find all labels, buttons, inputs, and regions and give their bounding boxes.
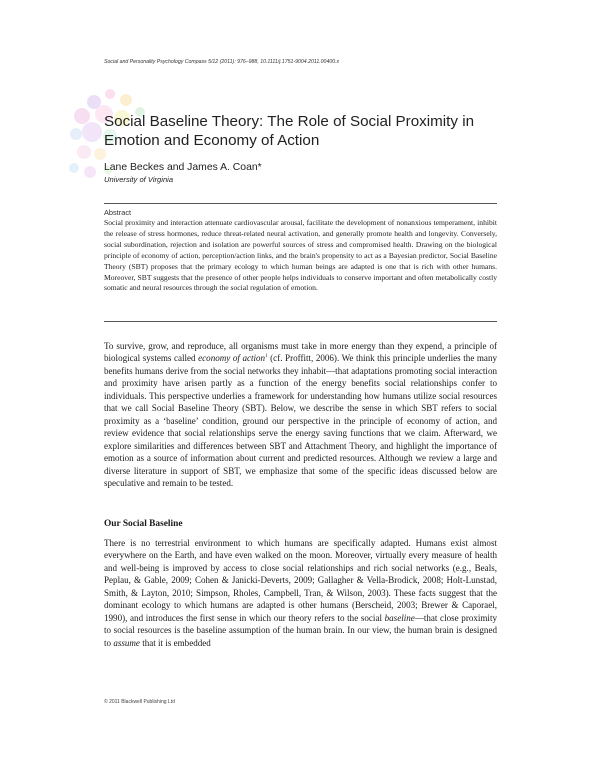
section-heading: Our Social Baseline <box>104 519 183 529</box>
abstract-heading: Abstract <box>104 208 132 217</box>
abstract-text: Social proximity and interaction attenuate cardiovascular arousal, facilitate the development of nonanxious temperament, inhibit the release of stress hormones, reduce threat-related neural activation, and generally promote health and longevity. Conversely, social subordination, rejection and isolation are powerful sources of stress and compromised health. Drawing on the biological principle of economy of action, perception/action links, and the brain's propensity to act as a Bayesian predictor, Social Baseline Theory (SBT) proposes that the primary ecology to which human beings are adapted is one that is rich with other humans. Moreover, SBT suggests that the presence of other people helps individuals to conserve important and often metabolically costly somatic and neural resources through the social regulation of emotion. <box>104 218 497 293</box>
affiliation: University of Virginia <box>104 175 174 184</box>
journal-reference: Social and Personality Psychology Compass 5/12 (2011): 976–988, 10.1111/j.1751-9004.2011.00400.x <box>104 59 340 65</box>
authors: Lane Beckes and James A. Coan* <box>104 162 262 173</box>
intro-paragraph: To survive, grow, and reproduce, all organisms must take in more energy than they expend, a principle of biological systems called economy of action$^1$ (cf. Proffitt, 2006). We think this principle underlies the many benefits humans derive from the social networks they inhabit—that adaptations promoting social interaction and proximity have arisen partly as a function of the energy benefits social relationships confer to individuals. This perspective underlies a framework for understanding how humans utilize social resources that we call Social Baseline Theory (SBT). Below, we describe the sense in which SBT refers to social proximity as a ‘baseline’ condition, ground our perspective in the principle of economy of action, and review evidence that social relationships serve the energy saving functions that we claim. Afterward, we explore similarities and differences between SBT and Attachment Theory, and highlight the importance of emotion as a source of information about current and predicted resources. Although we review a large and diverse literature in support of SBT, we emphasize that some of the specific ideas discussed below are speculative and remain to be tested. <box>104 341 497 488</box>
section-paragraph: There is no terrestrial environment to which humans are specifically adapted. Humans exist almost everywhere on the Earth, and have even walked on the moon. Moreover, virtually every measure of health and well-being is improved by access to close social relationships and rich social networks (e.g., Beals, Peplau, & Gable, 2009; Cohen & Janicki-Deverts, 2009; Gallagher & Vella-Brodick, 2008; Holt-Lunstad, Smith, & Layton, 2010; Simpson, Rholes, Campbell, Tran, & Wilson, 2003). These facts suggest that the dominant ecology to which humans are adapted is other humans (Berscheid, 2003; Brewer & Caporael, 1990), and introduces the first sense in which our theory refers to the social baseline—that close proximity to social resources is the baseline assumption of the human brain. In our view, the human brain is designed to assume that it is embedded <box>104 538 497 648</box>
copyright: © 2011 Blackwell Publishing Ltd <box>104 699 175 705</box>
abstract-bottom-rule <box>104 321 497 322</box>
paper-title: Social Baseline Theory: The Role of Social Proximity in Emotion and Economy of Action <box>104 113 475 149</box>
abstract-top-rule <box>104 203 497 204</box>
